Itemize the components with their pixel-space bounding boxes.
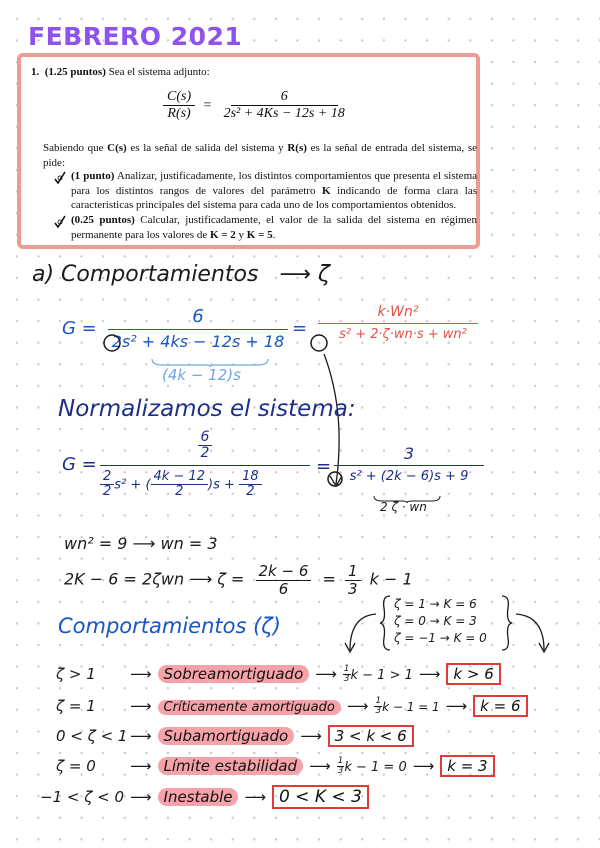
brace-left-icon — [378, 594, 392, 656]
row-arrow: ⟶ — [130, 757, 152, 775]
brace-right-icon — [500, 594, 514, 656]
row-cond: ζ > 1 — [56, 665, 96, 683]
row-label: Límite estabilidad — [158, 757, 304, 775]
g2-label: G = — [62, 454, 97, 475]
g2-t2-s: s — [213, 477, 220, 493]
g2-rhs-num: 3 — [334, 444, 484, 466]
item-b-end: . — [272, 228, 276, 241]
item-a-text-1: Analizar, justificadamente, los distintos comportamientos que presenta el sistema para los distintos rangos de valores del parámetro — [71, 170, 478, 197]
behavior-row-stability-limit — [56, 757, 495, 776]
row-calc-d: 3 — [375, 706, 382, 716]
zeta-coef-n: 1 — [345, 563, 361, 581]
circle-mark-icon — [326, 470, 344, 492]
wn-line: wn² = 9 ⟶ wn = 3 — [64, 534, 218, 553]
row-arrow: ⟶ — [130, 727, 152, 745]
tf-rhs-num: 6 — [231, 89, 338, 106]
row-calc-n: 1 — [337, 756, 344, 766]
zeta-line — [64, 563, 413, 597]
row-arrow: ⟶ — [412, 757, 435, 775]
row-result: 0 < K < 3 — [272, 785, 369, 809]
page-title: FEBRERO 2021 — [28, 22, 243, 51]
zeta-frac-d: 6 — [278, 579, 289, 598]
g2-t3-n: 18 — [239, 470, 262, 485]
item-b-points: (0.25 puntos) — [71, 214, 135, 226]
check-mark-icon — [53, 214, 67, 233]
section-a-title: a) Comportamientos — [32, 262, 259, 287]
knowing-text-1: Sabiendo que — [43, 142, 108, 154]
brace-item-3: ζ = −1 → K = 0 — [394, 631, 487, 645]
curved-arrow-icon — [514, 610, 554, 658]
item-a-points: (1 punto) — [71, 170, 115, 182]
row-calc-n: 1 — [375, 696, 382, 706]
exam-knowing — [43, 141, 477, 170]
zeta-tail: k − 1 — [369, 569, 413, 589]
row-arrow: ⟶ — [315, 665, 337, 683]
row-arrow: ⟶ — [130, 788, 152, 806]
item-b-k2: K = 2 — [209, 228, 236, 241]
g2-t2-n: 4k − 12 — [151, 470, 209, 485]
row-calc: k − 1 = 0 — [344, 760, 407, 775]
tf-num: C(s) — [163, 89, 195, 106]
row-result: k = 6 — [473, 695, 527, 717]
exam-heading — [31, 65, 471, 80]
g2-t1-s: s² — [114, 477, 127, 493]
row-arrow: ⟶ — [445, 697, 468, 715]
behavior-row-overdamped — [56, 665, 501, 684]
knowing-text-3: es la señal de entrada del sistema, se pide: — [43, 142, 477, 169]
knowing-r: R(s) — [287, 142, 307, 154]
row-arrow: ⟶ — [244, 788, 266, 806]
row-cond: 0 < ζ < 1 — [56, 727, 128, 745]
exam-number: 1. — [31, 66, 40, 78]
circle-mark-icon — [102, 333, 122, 357]
brace-item-2: ζ = 0 → K = 3 — [394, 614, 477, 628]
exam-intro: Sea el sistema adjunto: — [108, 66, 210, 78]
g2-num-top: 6 — [198, 430, 213, 446]
item-b-text-1: Calcular, justificadamente, el valor de la salida del sistema en régimen permanente para los valores de — [71, 214, 477, 241]
brace-item-1: ζ = 1 → K = 6 — [394, 597, 477, 611]
g2-t2-d: 2 — [175, 484, 184, 500]
row-arrow: ⟶ — [309, 757, 331, 775]
brace-list — [394, 596, 487, 647]
row-result: 3 < k < 6 — [328, 725, 414, 747]
std-num: k·Wn² — [318, 304, 478, 324]
item-b-and: y — [235, 228, 247, 241]
g-den: 2s² + 4ks − 12s + 18 — [111, 332, 285, 351]
row-result: k = 3 — [440, 755, 494, 777]
g2-rhs-den: s² + (2k − 6)s + 9 — [349, 469, 469, 484]
row-calc: k − 1 = 1 — [382, 700, 440, 714]
g-equals: = — [292, 318, 308, 339]
knowing-text-2: es la señal de salida del sistema y — [126, 142, 288, 154]
normalize-heading: Normalizamos el sistema: — [58, 396, 356, 422]
zeta-line-lhs: 2K − 6 = 2ζwn ⟶ ζ = — [64, 569, 245, 589]
knowing-c: C(s) — [107, 142, 127, 154]
section-a-heading — [32, 262, 330, 287]
g-label: G = — [62, 318, 97, 339]
row-label: Inestable — [158, 788, 239, 806]
zeta-eq: = — [322, 569, 336, 589]
std-fraction — [318, 304, 478, 342]
tf-rhs-den: 2s² + 4Ks − 12s + 18 — [223, 106, 345, 121]
row-calc-d: 3 — [337, 766, 344, 776]
row-result: k > 6 — [446, 663, 500, 685]
row-arrow: ⟶ — [130, 665, 152, 683]
g2-num-bottom: 2 — [200, 445, 210, 462]
row-cond: ζ = 1 — [56, 697, 96, 715]
exam-item-a — [71, 169, 477, 213]
row-arrow: ⟶ — [418, 665, 441, 683]
tf-den: R(s) — [167, 106, 191, 121]
g2-equals: = — [316, 456, 332, 477]
section-a-arrow: ⟶ ζ — [279, 262, 330, 287]
row-label: Críticamente amortiguado — [158, 700, 341, 715]
item-a-k: K — [322, 184, 331, 197]
row-calc-d: 3 — [343, 674, 350, 684]
g2-plus-1: + — [130, 477, 142, 493]
row-arrow: ⟶ — [346, 697, 369, 715]
row-arrow: ⟶ — [300, 727, 322, 745]
behavior-row-underdamped — [56, 727, 414, 745]
row-cond: ζ = 0 — [56, 757, 96, 775]
check-mark-icon — [53, 170, 67, 189]
g-den-group: (4k − 12)s — [162, 366, 241, 384]
behavior-row-critical — [56, 697, 528, 716]
item-b-k5: K = 5 — [246, 228, 273, 241]
row-calc: k − 1 > 1 — [350, 668, 413, 683]
g2-t3-d: 2 — [246, 484, 255, 500]
behaviors-title: Comportamientos (ζ) — [58, 614, 281, 638]
item-a-text-2: indicando de forma clara las características principales del sistema para cada uno de los comportamientos obtenidos. — [71, 184, 477, 211]
g-fraction — [108, 306, 288, 351]
row-label: Subamortiguado — [158, 727, 295, 745]
g2-under: 2 ζ · wn — [380, 500, 427, 514]
g2-t1-n: 2 — [100, 470, 114, 485]
row-arrow: ⟶ — [130, 697, 152, 715]
exam-statement-box — [17, 53, 480, 249]
curved-arrow-icon — [340, 610, 380, 658]
g2-t1-d: 2 — [103, 484, 112, 500]
g2-fraction: $\frac{6}{2}$ $\frac{2}{2}$ s² + ( $\frac{4k - 12}{2}$ )s + $\frac{18}{2}$ — [100, 430, 310, 499]
exam-item-b — [71, 213, 477, 242]
transfer-function: $\frac{C(s)}{R(s)}$ = $\frac{6}{\text{2s² + 4Ks − 12s + 18}}$ — [163, 89, 349, 122]
behavior-row-unstable — [40, 787, 369, 807]
std-den: s² + 2·ζ·wn·s + wn² — [339, 327, 467, 342]
row-calc-n: 1 — [343, 664, 350, 674]
exam-points: (1.25 puntos) — [44, 66, 106, 78]
g2-plus-2: + — [224, 477, 235, 493]
zeta-frac-n: 2k − 6 — [256, 563, 312, 581]
g-num: 6 — [108, 306, 288, 330]
zeta-coef-d: 3 — [348, 579, 358, 598]
g2-rhs-fraction — [334, 444, 484, 484]
row-label: Sobreamortiguado — [158, 665, 310, 683]
row-cond: −1 < ζ < 0 — [40, 788, 125, 806]
